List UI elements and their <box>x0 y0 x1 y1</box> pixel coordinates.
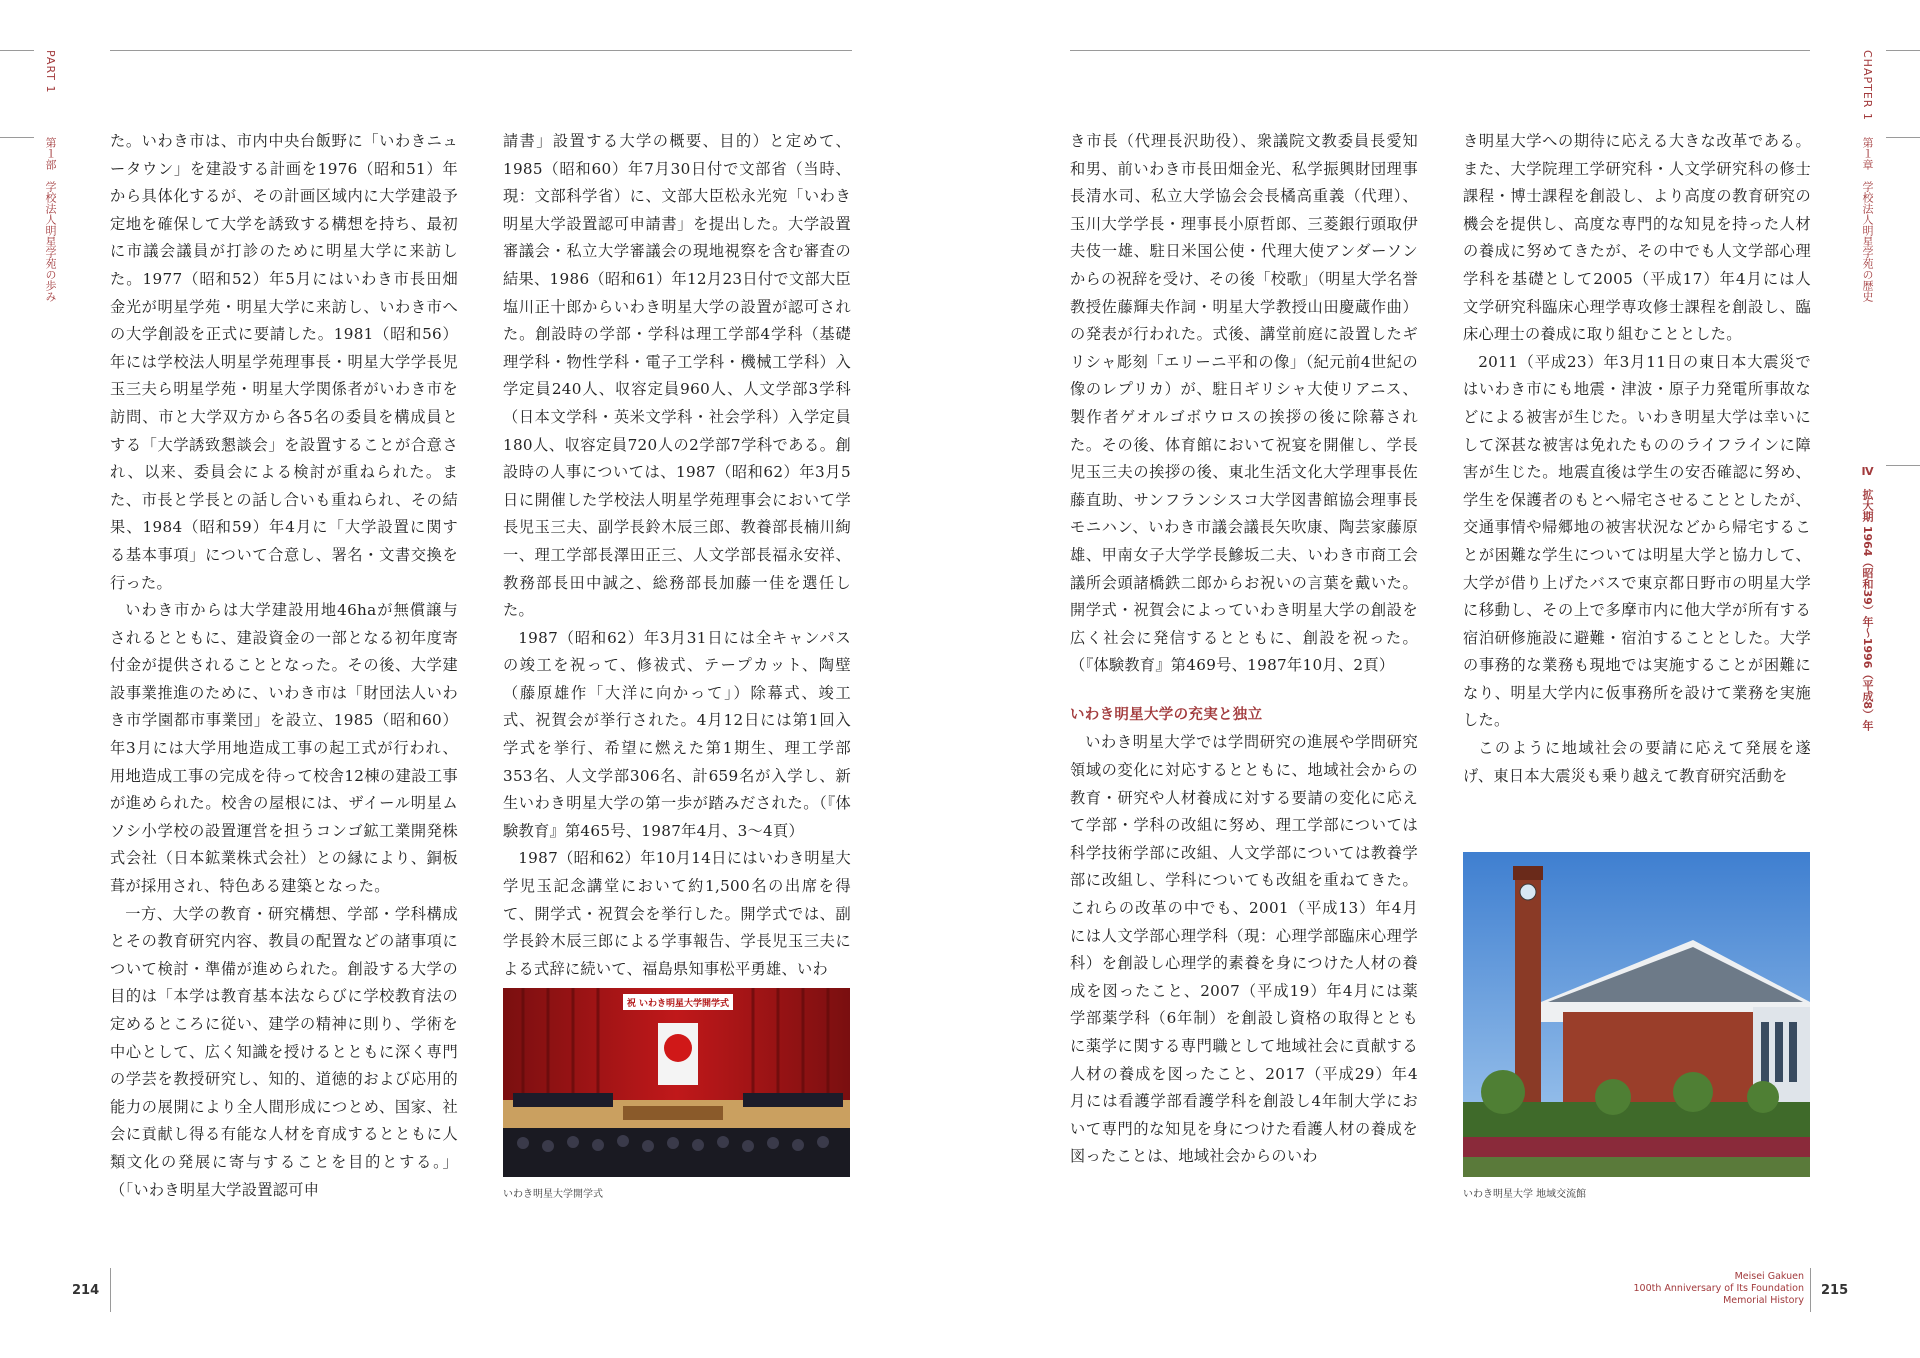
chapter-title-label: 第１章 学校法人明星学苑の歴史 <box>1861 137 1874 302</box>
page-number-divider-right <box>1810 1268 1811 1312</box>
chapter-label: CHAPTER 1 <box>1861 50 1874 121</box>
paragraph: 2011（平成23）年3月11日の東日本大震災ではいわき市にも地震・津波・原子力発電所事故などによる被害が生じた。いわき明星大学は幸いにして深甚な被害は免れたもののライフラインに障害が生じた。地震直後は学生の安否確認に努め、学生を保護者のもとへ帰宅させることとしたが、交通事情や帰郷地の被害状況などから帰宅することが困難な学生については明星大学と協力して、大学が借り上げたバスで東京都日野市の明星大学に移動し、その上で多摩市内に他大学が所有する宿泊研修施設に避難・宿泊することとした。大学の事務的な業務も現地では実施することが困難になり、明星大学内に仮事務所を設けて業務を実施した。 <box>1463 352 1811 730</box>
page-number-right: 215 <box>1821 1283 1849 1298</box>
paragraph: た。いわき市は、市内中央台飯野に「いわきニュータウン」を建設する計画を1976（昭和51）年から具体化するが、その計画区域内に大学建設予定地を確保して大学を誘致する構想を持ち、最初に市議会議員が打診のために明星大学に来訪した。1977（昭和52）年5月にはいわき市長田畑金光が明星学苑・明星大学に来訪し、いわき市への大学創設を正式に要請した。1981（昭和56）年には学校法人明星学苑理事長・明星大学学長児玉三夫ら明星学苑・明星大学関係者がいわき市を訪問、市と大学双方から各5名の委員を構成員とする「大学誘致懇談会」を設置することが合意され、以来、委員会による検討が重ねられた。また、市長と学長との話し合いも重ねられ、その結果、1984（昭和59）年4月に「大学設置に関する基本事項」について合意し、署名・文書交換を行った。 <box>110 132 458 592</box>
building-illustration <box>1463 852 1810 1177</box>
footer-line-3: Memorial History <box>1723 1295 1804 1306</box>
photo-caption-hall: いわき明星大学 地域交流館 <box>1463 1189 1587 1200</box>
paragraph: き市長（代理長沢助役）、衆議院文教委員長愛知和男、前いわき市長田畑金光、私学振興財団理事長清水司、私立大学協会会長橘高重義（代理）、玉川大学学長・理事長小原哲郎、三菱銀行頭取伊夫伎一雄、駐日米国公使・代理大使アンダーソンからの祝辞を受け、その後「校歌」（明星大学名誉教授佐藤輝夫作詞・明星大学教授山田慶蔵作曲）の発表が行われた。式後、講堂前庭に設置したギリシャ彫刻「エリーニ平和の像」（紀元前4世紀の像のレプリカ）が、駐日ギリシャ大使リアニス、製作者ゲオルゴボウロスの挨拶の後に除幕された。その後、体育館において祝宴を開催し、学長児玉三夫の挨拶の後、東北生活文化大学理事長佐藤直助、サンフランシスコ大学図書館協会理事長モニハン、いわき市議会議長矢吹康、陶芸家藤原雄、甲南女子大学学長鰺坂二夫、いわき市商工会議所会頭諸橋鉄二郎からお祝いの言葉を戴いた。開学式・祝賀会によっていわき明星大学の創設を広く社会に発信するとともに、創設を祝った。（『体験教育』第469号、1987年10月、2頁） <box>1070 132 1419 675</box>
community-hall-photo <box>1463 852 1810 1177</box>
margin-tick-left-mid <box>0 137 34 138</box>
paragraph: 1987（昭和62）年10月14日にはいわき明星大学児玉記念講堂において約1,500名の出席を得て、開学式・祝賀会を挙行した。開学式では、副学長鈴木辰三郎による学事報告、学長児玉三夫による式辞に続いて、福島県知事松平勇雄、いわ <box>503 849 851 978</box>
left-column-1 <box>110 128 458 1204</box>
footer-line-2: 100th Anniversary of Its Foundation <box>1633 1283 1804 1294</box>
paragraph: き明星大学への期待に応える大きな改革である。また、大学院理工学研究科・人文学研究科の修士課程・博士課程を創設し、より高度の教育研究の機会を提供し、高度な専門的な知見を持った人材の養成に努めてきたが、その中でも人文学部心理学科を基礎として2005（平成17）年4月には人文学研究科臨床心理学専攻修士課程を創設し、臨床心理士の養成に取り組むこととした。 <box>1463 132 1811 344</box>
part-label: PART 1 <box>44 50 57 94</box>
section-heading: いわき明星大学の充実と独立 <box>1070 706 1263 723</box>
paragraph: いわき明星大学では学問研究の進展や学問研究領域の変化に対応するとともに、地域社会からの教育・研究や人材養成に対する要請の変化に応えて学部・学科の改組に努め、理工学部については科学技術学部に改組、人文学部については教養学部に改組し、学科についても改組を重ねてきた。これらの改革の中でも、2001（平成13）年4月には人文学部心理学科（現：心理学部臨床心理学科）を創設し心理学的素養を身につけた人材の養成を図ったこと、2007（平成19）年4月には薬学部薬学科（6年制）を創設し資格の取得とともに薬学に関する専門職として地域社会に貢献する人材の養成を図ったこと、2017（平成29）年4月には看護学部看護学科を創設し4年制大学において専門的な知見を身につけた看護人材の養成を図ったことは、地域社会からのいわ <box>1070 733 1418 1166</box>
right-column-2 <box>1463 128 1811 790</box>
paragraph: 一方、大学の教育・研究構想、学部・学科構成とその教育研究内容、教員の配置などの諸事項について検討・準備が進められた。創設する大学の目的は「本学は教育基本法ならびに学校教育法の定めるところに従い、建学の精神に則り、学術を中心として、広く知識を授けるとともに深く専門の学芸を教授研究し、知的、道徳的および応用的能力の展開により全人間形成につとめ、国家、社会に貢献し得る有能な人材を育成するとともに人類文化の発展に寄与することを目的とする。」（「いわき明星大学設置認可申 <box>110 904 458 1199</box>
opening-ceremony-photo <box>503 988 850 1177</box>
paragraph: 1987（昭和62）年3月31日には全キャンパスの竣工を祝って、修祓式、テープカット、陶壁（藤原雄作「大洋に向かって」）除幕式、竣工式、祝賀会が挙行された。4月12日には第1回入学式を挙行、希望に燃えた第1期生、理工学部353名、人文学部306名、計659名が入学し、新生いわき明星大学の第一歩が踏みだされた。（『体験教育』第465号、1987年4月、3～4頁） <box>503 628 851 840</box>
right-column-1 <box>1070 128 1418 1171</box>
footer-line-1: Meisei Gakuen <box>1734 1271 1804 1282</box>
top-rule-left <box>110 50 852 51</box>
ceremony-banner: 祝 いわき明星大学開学式 <box>626 999 730 1009</box>
left-column-2 <box>503 128 851 983</box>
margin-tick-right-top <box>1886 50 1920 51</box>
top-rule-right <box>1070 50 1810 51</box>
paragraph: このように地域社会の要請に応えて発展を遂げ、東日本大震災も乗り越えて教育研究活動を <box>1463 739 1811 785</box>
page-number-left: 214 <box>72 1283 100 1298</box>
period-label: Ⅳ 拡大期 1964（昭和39）年～1996（平成8）年 <box>1861 465 1874 732</box>
page-number-divider-left <box>110 1268 111 1312</box>
photo-caption-ceremony: いわき明星大学開学式 <box>503 1189 603 1200</box>
margin-tick-left-top <box>0 50 34 51</box>
margin-tick-right-mid <box>1886 137 1920 138</box>
paragraph: いわき市からは大学建設用地46haが無償譲与されるとともに、建設資金の一部となる初年度寄付金が提供されることとなった。その後、大学建設事業推進のために、いわき市は「財団法人いわき市学園都市事業団」を設立、1985（昭和60）年3月には大学用地造成工事の起工式が行われ、用地造成工事の完成を待って校舎12棟の建設工事が進められた。校舎の屋根には、ザイール明星ムソシ小学校の設置運営を担うコンゴ鉱工業開発株式会社（日本鉱業株式会社）との縁により、銅板葺が採用され、特色ある建築となった。 <box>110 601 458 896</box>
ceremony-illustration <box>503 988 850 1177</box>
book-title-footer <box>1634 1271 1804 1307</box>
margin-tick-right-low <box>1886 465 1920 466</box>
section-label: 第１部 学校法人明星学苑の歩み <box>44 137 57 302</box>
paragraph: 請書」設置する大学の概要、目的）と定めて、1985（昭和60）年7月30日付で文部省（当時、現：文部科学省）に、文部大臣松永光宛「いわき明星大学設置認可申請書」を提出した。大学設置審議会・私立大学審議会の現地視察を含む審査の結果、1986（昭和61）年12月23日付で文部大臣塩川正十郎からいわき明星大学の設置が認可された。創設時の学部・学科は理工学部4学科（基礎理学科・物性学科・電子工学科・機械工学科）入学定員240人、収容定員960人、人文学部3学科（日本文学科・英米文学科・社会学科）入学定員180人、収容定員720人の2学部7学科である。創設時の人事については、1987（昭和62）年3月5日に開催した学校法人明星学苑理事会において学長児玉三夫、副学長鈴木辰三郎、教養部長楠川絢一、理工学部長澤田正三、人文学部長福永安祥、教務部長田中誠之、総務部長加藤一佳を選任した。 <box>503 132 851 620</box>
